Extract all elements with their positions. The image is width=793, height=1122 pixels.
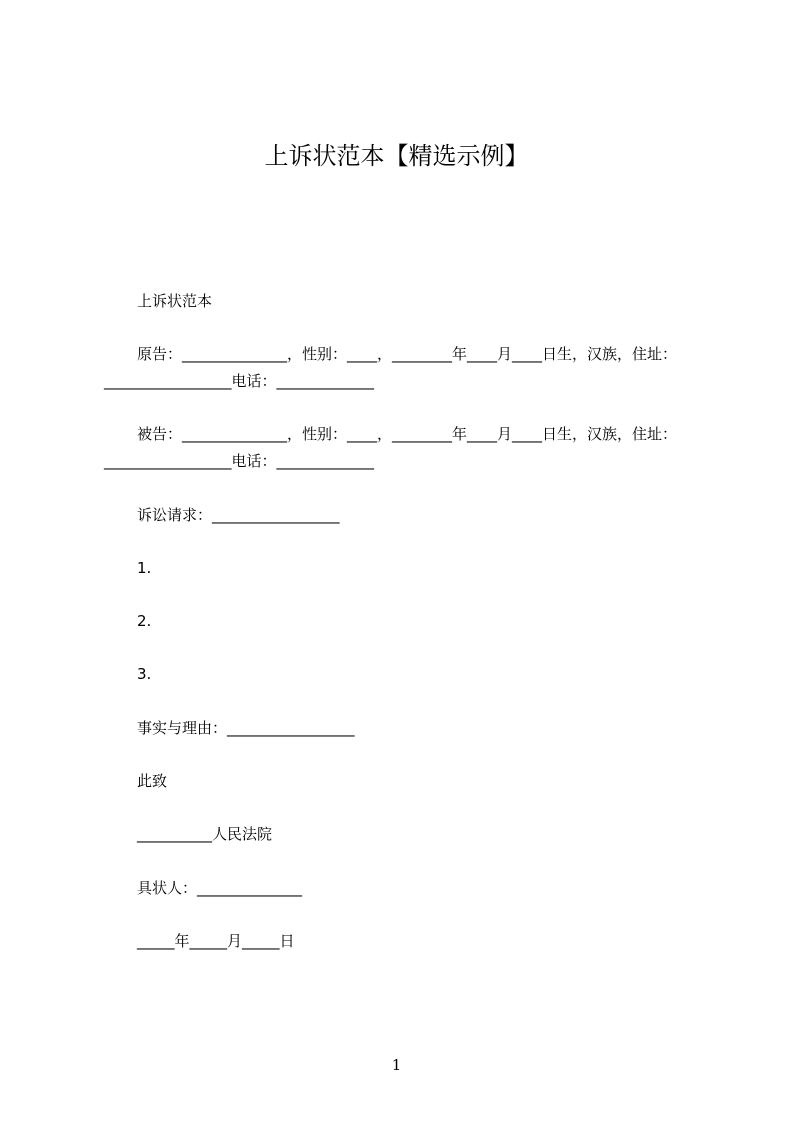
defendant-line-2: _________________电话：_____________ [104, 452, 375, 470]
document-title: 上诉状范本【精选示例】 [264, 142, 529, 170]
court-line: __________人民法院 [137, 825, 273, 843]
plaintiff-line-2: _________________电话：_____________ [104, 372, 375, 390]
claim-item-3: 3. [137, 665, 152, 683]
claims-label: 诉讼请求：_________________ [137, 506, 340, 524]
plaintiff-line-1: 原告：______________，性别：____，________年____月____日生，汉族，住址： [137, 345, 678, 363]
closing-text: 此致 [137, 772, 168, 790]
defendant-line-1: 被告：______________，性别：____，________年____月____日生，汉族，住址： [137, 425, 678, 443]
page-number: 1 [391, 1056, 402, 1074]
document-subtitle: 上诉状范本 [137, 292, 213, 310]
claim-item-2: 2. [137, 612, 152, 630]
facts-label: 事实与理由：_________________ [137, 719, 355, 737]
signer-line: 具状人：______________ [137, 879, 303, 897]
claim-item-1: 1. [137, 559, 152, 577]
date-line: _____年_____月_____日 [137, 932, 295, 950]
